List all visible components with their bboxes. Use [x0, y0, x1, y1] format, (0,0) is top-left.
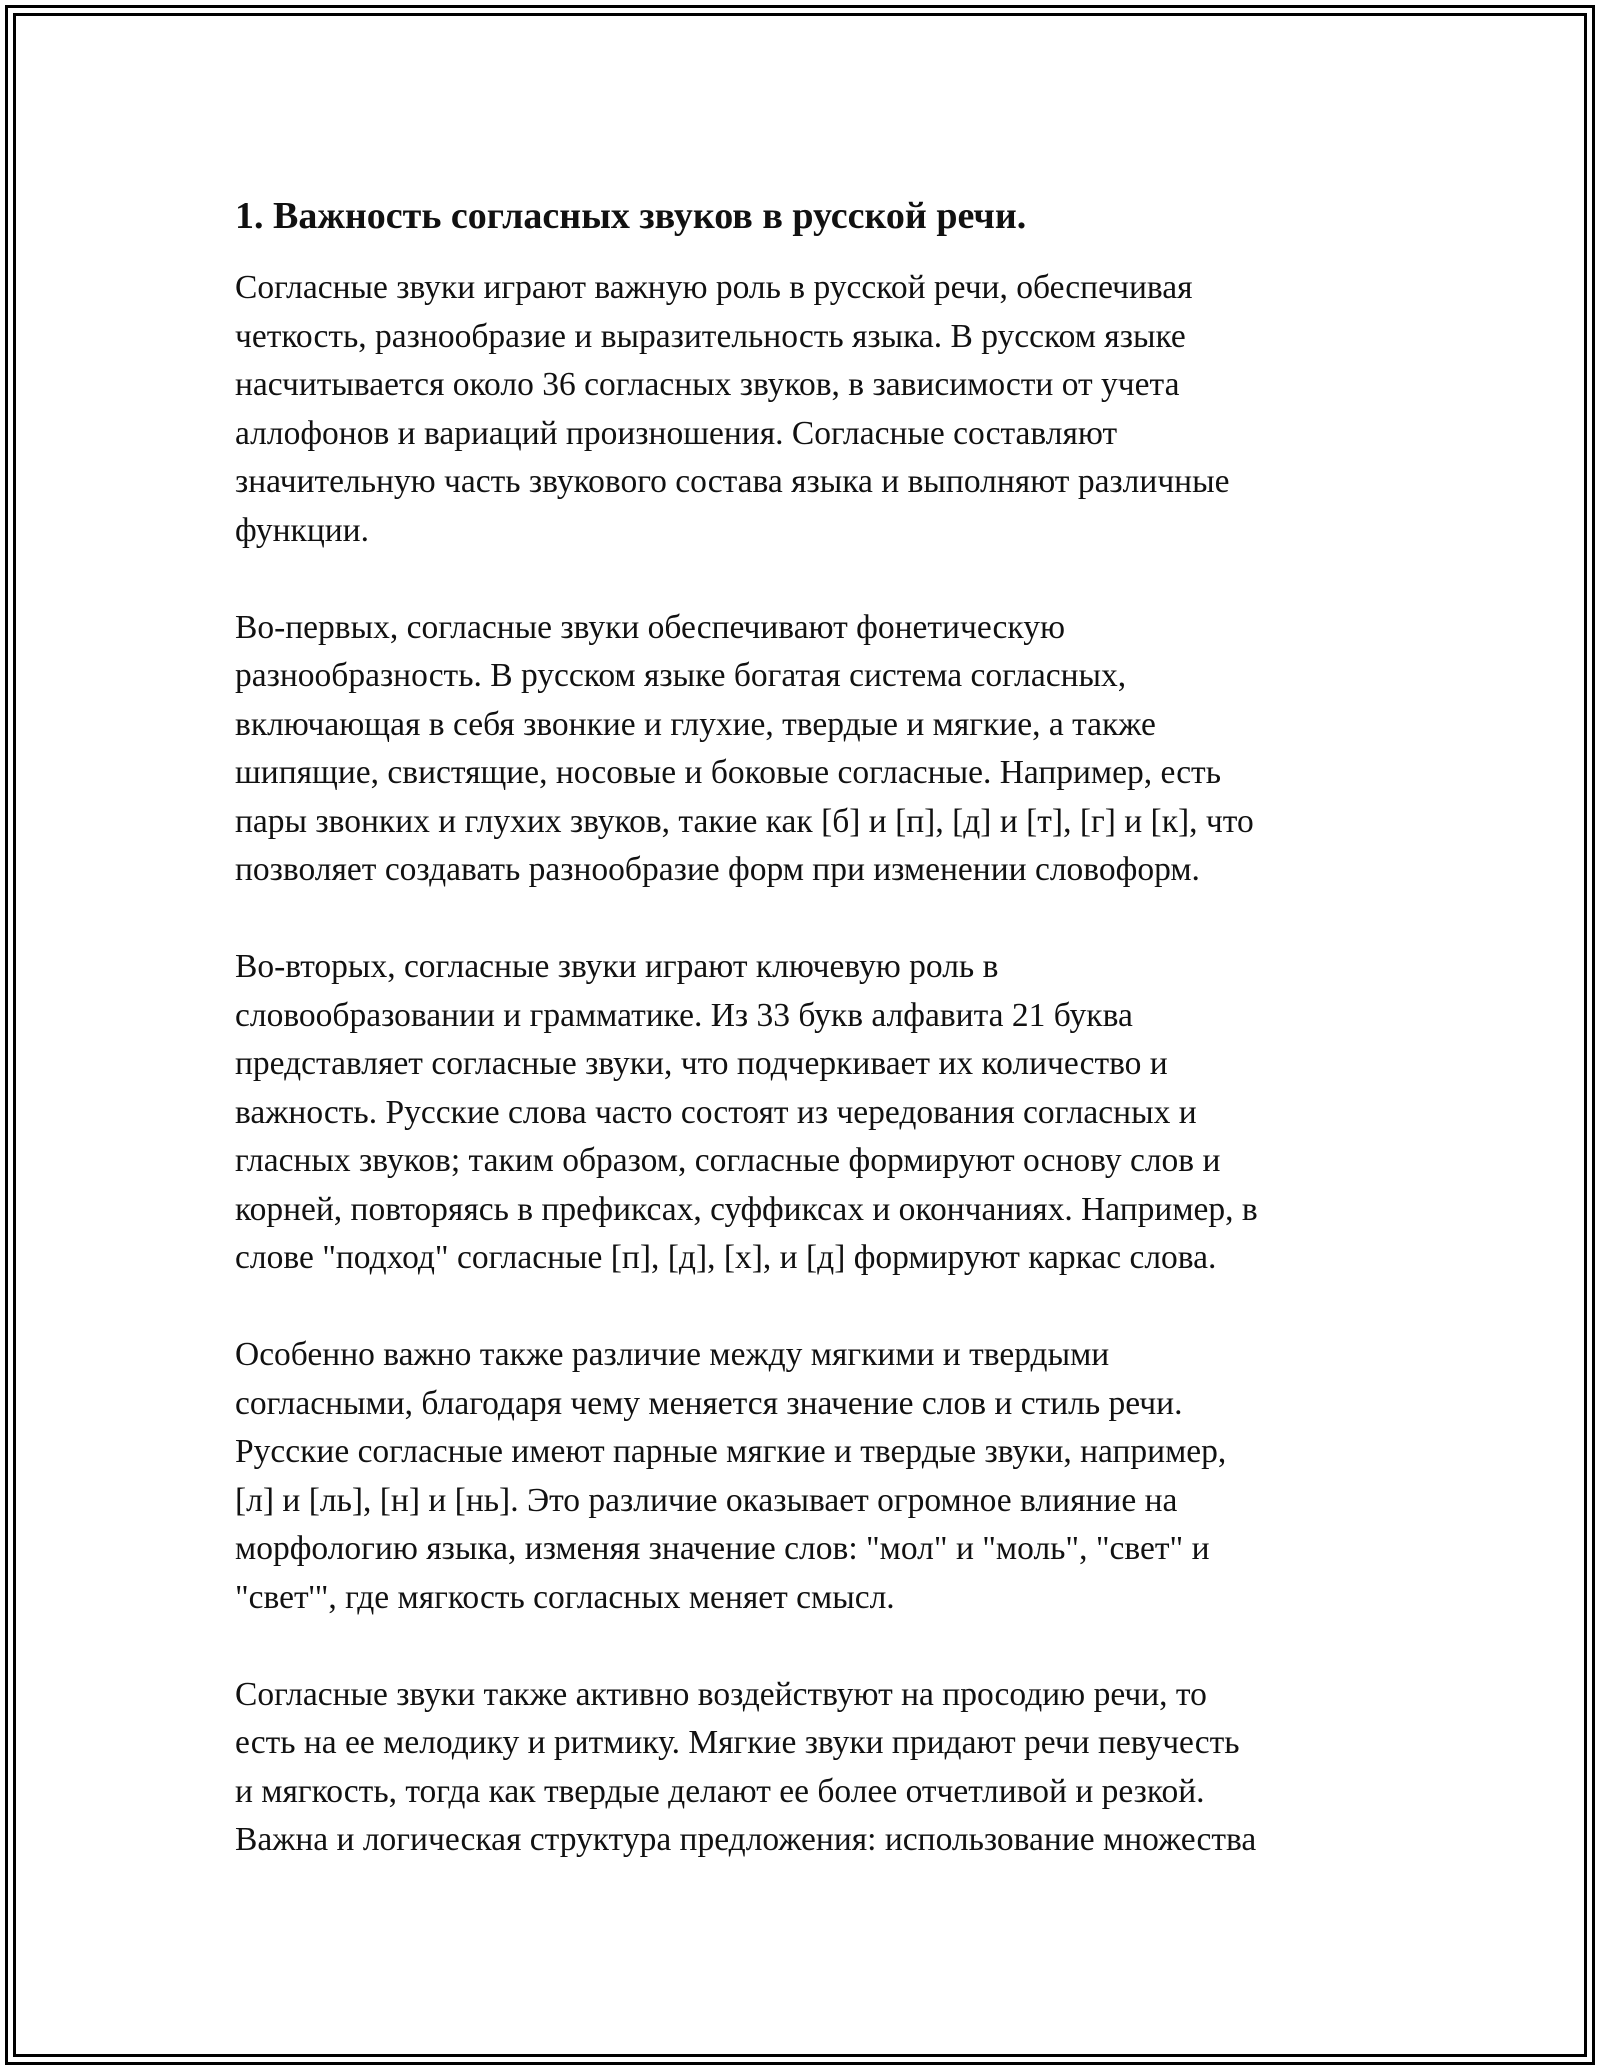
text-line: функции. [235, 511, 369, 549]
paragraph-4 [235, 1331, 1365, 1622]
text-line: корней, повторяясь в префиксах, суффиксах и окончаниях. Например, в [235, 1190, 1258, 1228]
text-line: четкость, разнообразие и выразительность языка. В русском языке [235, 317, 1186, 355]
text-line: Согласные звуки также активно воздействуют на просодию речи, то [235, 1675, 1207, 1713]
text-line: словообразовании и грамматике. Из 33 букв алфавита 21 буква [235, 996, 1133, 1034]
text-line: Во-вторых, согласные звуки играют ключевую роль в [235, 948, 999, 985]
text-line: [л] и [ль], [н] и [нь]. Это различие оказывает огромное влияние на [235, 1481, 1178, 1519]
text-line: позволяет создавать разнообразие форм при изменении словоформ. [235, 851, 1200, 888]
text-line: "свет'", где мягкость согласных меняет смысл. [235, 1578, 895, 1616]
text-line: Во-первых, согласные звуки обеспечивают фонетическую [235, 608, 1065, 646]
text-line: морфологию языка, изменяя значение слов: "мол" и "моль", "свет" и [235, 1530, 1210, 1567]
text-line: разнообразность. В русском языке богатая система согласных, [235, 657, 1127, 694]
text-line: включающая в себя звонкие и глухие, твердые и мягкие, а также [235, 705, 1156, 743]
paragraph-5 [235, 1671, 1365, 1865]
text-line: представляет согласные звуки, что подчеркивает их количество и [235, 1045, 1168, 1082]
text-line: пары звонких и глухих звуков, такие как [б] и [п], [д] и [т], [г] и [к], что [235, 802, 1254, 840]
text-line: и мягкость, тогда как твердые делают ее более отчетливой и резкой. [235, 1772, 1205, 1810]
text-line: насчитывается около 36 согласных звуков, в зависимости от учета [235, 366, 1180, 403]
text-line: Важна и логическая структура предложения: использование множества [235, 1821, 1257, 1858]
text-line: слове "подход" согласные [п], [д], [х], и [д] формируют каркас слова. [235, 1239, 1217, 1276]
text-line: Русские согласные имеют парные мягкие и твердые звуки, например, [235, 1433, 1227, 1470]
text-line: гласных звуков; таким образом, согласные формируют основу слов и [235, 1142, 1221, 1179]
text-line: важность. Русские слова часто состоят из чередования согласных и [235, 1093, 1197, 1131]
section-heading: 1. Важность согласных звуков в русской речи. [235, 195, 1027, 237]
text-line: Особенно важно также различие между мягкими и твердыми [235, 1336, 1110, 1373]
paragraph-3 [235, 943, 1365, 1283]
text-line: есть на ее мелодику и ритмику. Мягкие звуки придают речи певучесть [235, 1724, 1240, 1761]
text-line: согласными, благодаря чему меняется значение слов и стиль речи. [235, 1384, 1183, 1422]
text-line: аллофонов и вариаций произношения. Согласные составляют [235, 414, 1118, 452]
text-line: Согласные звуки играют важную роль в русской речи, обеспечивая [235, 269, 1193, 306]
document-body [235, 188, 1365, 1913]
paragraph-1 [235, 264, 1365, 555]
paragraph-2 [235, 604, 1365, 895]
text-line: значительную часть звукового состава языка и выполняют различные [235, 463, 1230, 500]
text-line: шипящие, свистящие, носовые и боковые согласные. Например, есть [235, 754, 1221, 791]
